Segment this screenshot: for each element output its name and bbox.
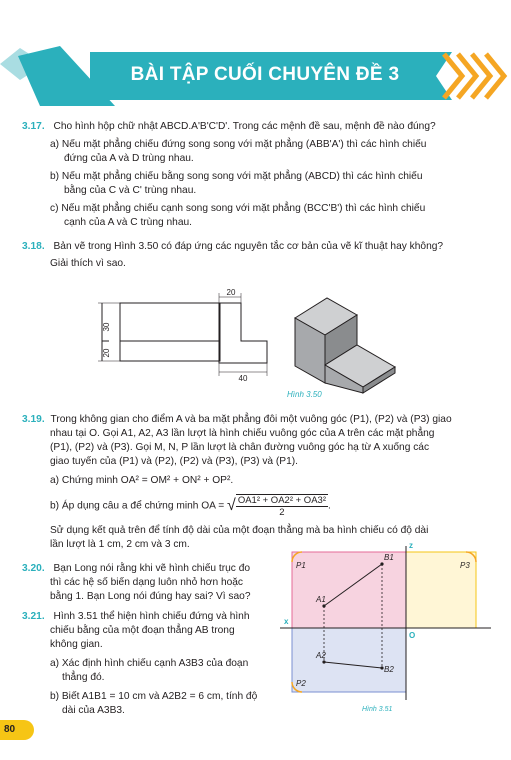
question-line: thì các hệ số biến dạng luôn nhỏ hơn hoặc <box>50 577 244 588</box>
part-a-line2: thẳng đó. <box>62 672 105 683</box>
dim-30-label: 30 <box>102 322 111 332</box>
chapter-title: BÀI TẬP CUỐI CHUYÊN ĐỀ 3 <box>130 64 400 85</box>
page-number: 80 <box>0 720 34 740</box>
label-p2: P2 <box>296 679 306 688</box>
isometric-view-drawing <box>295 298 395 393</box>
question-3-17 <box>22 120 492 230</box>
option-a-line1: a) Nếu mặt phẳng chiếu đứng song song với mặt phẳng (ABB'A') thì các hình chiếu <box>50 139 427 150</box>
question-line: Sử dụng kết quả trên để tính độ dài của một đoạn thẳng mà ba hình chiếu có độ dài <box>50 525 429 536</box>
question-line: Giải thích vì sao. <box>50 258 126 269</box>
option-b-line2: bằng của C và C' trùng nhau. <box>64 185 197 196</box>
option-a-line2: đứng của A và D trùng nhau. <box>64 153 194 164</box>
question-line: Hình 3.51 thể hiện hình chiếu đứng và hình <box>53 611 250 622</box>
option-c-line2: cạnh của A và C trùng nhau. <box>64 217 192 228</box>
question-line: chiếu bằng của một đoạn thẳng AB trong <box>50 625 235 636</box>
question-number: 3.20. <box>22 563 45 574</box>
label-b1: B1 <box>384 553 394 562</box>
front-view-drawing <box>98 303 220 361</box>
dim-20-vertical-label: 20 <box>102 348 111 358</box>
side-view-drawing <box>219 293 267 376</box>
label-p1: P1 <box>296 561 306 570</box>
label-a1: A1 <box>316 595 326 604</box>
question-line: Trong không gian cho điểm A và ba mặt phẳng đôi một vuông góc (P1), (P2) và (P3) giao <box>50 414 452 425</box>
figure-3-51 <box>280 540 511 720</box>
question-3-20 <box>22 562 292 604</box>
label-p3: P3 <box>460 561 470 570</box>
question-number: 3.19. <box>22 414 45 425</box>
figure-caption: Hình 3.50 <box>287 390 322 398</box>
question-line: không gian. <box>50 639 103 650</box>
fraction <box>236 494 328 518</box>
question-line: Bản vẽ trong Hình 3.50 có đáp ứng các nguyên tắc cơ bản của vẽ kĩ thuật hay không? <box>53 241 444 252</box>
part-b-line2: dài của A3B3. <box>62 705 125 716</box>
part-b-text: b) Áp dụng câu a để chứng minh OA = <box>50 500 225 512</box>
question-stem: Cho hình hộp chữ nhật ABCD.A'B'C'D'. Trong các mệnh đề sau, mệnh đề nào đúng? <box>53 121 436 132</box>
option-b-line1: b) Nếu mặt phẳng chiếu bằng song song với mặt phẳng (ABCD) thì các hình chiếu <box>50 171 423 182</box>
label-x: x <box>284 617 289 626</box>
question-number: 3.21. <box>22 611 45 622</box>
plane-p2-region <box>292 628 406 692</box>
part-b: b) Áp dụng câu a để chứng minh OA = √ $\frac{\text{OA1² + OA2² + OA3²}}{2}$ . <box>50 495 331 518</box>
question-line: Bạn Long nói rằng khi vẽ hình chiếu trục đo <box>53 563 251 574</box>
part-b-line1: b) Biết A1B1 = 10 cm và A2B2 = 6 cm, tính độ <box>50 691 258 702</box>
question-line: bằng 1. Bạn Long nói đúng hay sai? Vì sao? <box>50 591 251 602</box>
part-a-line1: a) Xác định hình chiếu cạnh A3B3 của đoạn <box>50 658 249 669</box>
question-line: lần lượt là 1 cm, 2 cm và 3 cm. <box>50 539 190 550</box>
part-a: a) Chứng minh OA² = OM² + ON² + OP². <box>50 475 234 486</box>
label-a2: A2 <box>316 651 326 660</box>
question-3-18 <box>22 240 492 271</box>
question-number: 3.18. <box>22 241 45 252</box>
option-c-line1: c) Nếu mặt phẳng chiếu cạnh song song với mặt phẳng (BCC'B') thì các hình chiếu <box>50 203 426 214</box>
question-line: (P1), (P2) và (P3). Gọi M, N, P lần lượt là chân đường vuông góc hạ từ A xuống các <box>50 442 430 453</box>
plane-p1-region <box>292 552 406 628</box>
question-3-21 <box>22 610 292 718</box>
label-o: O <box>409 631 416 640</box>
label-b2: B2 <box>384 665 394 674</box>
label-z: z <box>409 541 413 550</box>
question-line: nhau tại O. Gọi A1, A2, A3 lần lượt là hình chiếu vuông góc của A trên các mặt phẳng <box>50 428 435 439</box>
fraction-denominator: 2 <box>279 507 285 518</box>
question-line: giao tuyến của (P1) và (P2), (P2) và (P3), (P3) và (P1). <box>50 456 298 467</box>
dim-20-horizontal-label: 20 <box>226 288 236 297</box>
dim-40-label: 40 <box>238 374 248 383</box>
figure-caption: Hình 3.51 <box>362 706 393 713</box>
fraction-numerator: OA1² + OA2² + OA3² <box>237 495 326 506</box>
figure-3-50 <box>95 283 445 398</box>
question-number: 3.17. <box>22 121 45 132</box>
question-3-19 <box>22 413 494 552</box>
